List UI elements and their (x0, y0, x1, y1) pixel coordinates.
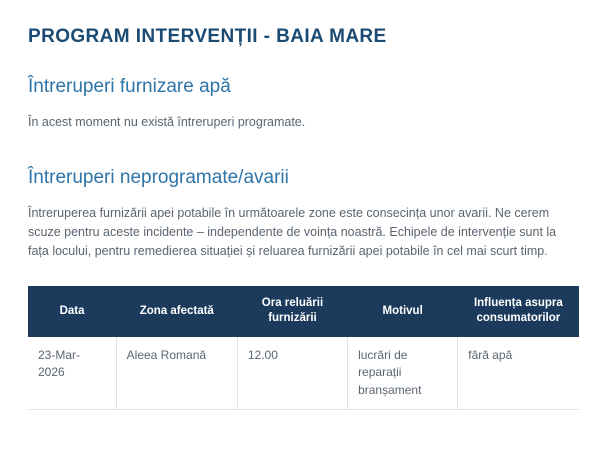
column-header-zona: Zona afectată (116, 286, 237, 337)
table-header (28, 286, 579, 337)
section-text-scheduled: În acest moment nu există întreruperi programate. (28, 114, 306, 129)
cell-data: 23-Mar-2026 (28, 337, 116, 410)
cell-influenta: fără apă (458, 337, 579, 410)
cell-ora: 12.00 (237, 337, 347, 410)
cell-motiv: lucrări de reparații branșament (348, 337, 458, 410)
column-header-motiv: Motivul (348, 286, 458, 337)
table-body (28, 337, 579, 410)
section-text-unscheduled: Întreruperea furnizării apei potabile în următoarele zone este consecința unor avarii. Ne cerem scuze pentru aceste incidente – independente de voința noastră. Echipele de intervenție sunt la fața locului, pentru remedierea situației și reluarea furnizării apei potabile în cel mai scurt timp. (28, 205, 557, 259)
cell-zona: Aleea Romană (116, 337, 237, 410)
interventions-table (28, 286, 579, 410)
section-heading-scheduled: Întreruperi furnizare apă (28, 75, 231, 97)
column-header-ora: Ora reluării furnizării (237, 286, 347, 337)
table-row (28, 337, 579, 410)
column-header-influenta: Influența asupra consumatorilor (458, 286, 579, 337)
section-heading-unscheduled: Întreruperi neprogramate/avarii (28, 166, 289, 188)
table-header-row (28, 286, 579, 337)
column-header-data: Data (28, 286, 116, 337)
page-title: PROGRAM INTERVENȚII - BAIA MARE (28, 26, 387, 47)
